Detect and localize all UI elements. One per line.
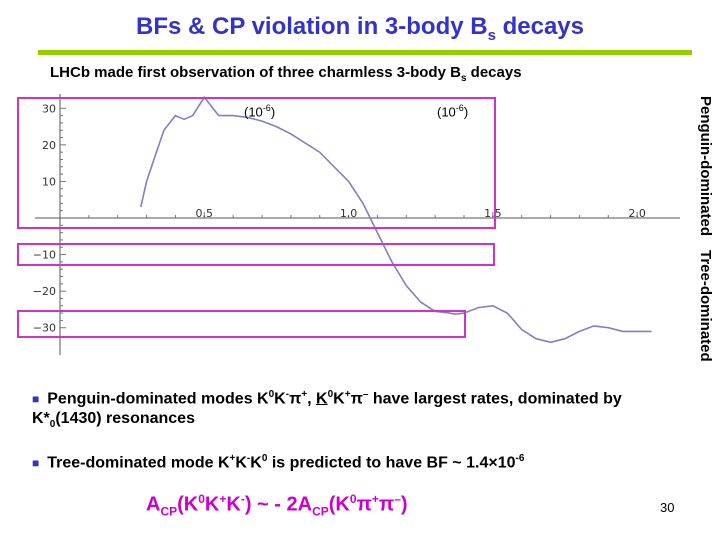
y-tick-label: 20: [42, 138, 56, 152]
y-tick-label: 30: [42, 102, 56, 116]
slide-title: BFs & CP violation in 3-body $B_s$ decays: [135, 13, 584, 44]
y-tick-label: −10: [32, 248, 56, 262]
x-tick-label: 1.0: [339, 207, 358, 220]
acp-dalitz-plot: [0, 90, 720, 380]
side-label-penguin: Penguin-dominated: [697, 96, 714, 236]
acp-relation: $A_{CP}(K^0K^+K^-)$ ~ - $2A_{CP}(K^0\pi^+\pi^-)$: [146, 492, 408, 519]
unit-label-right: $(10^{-6})$: [437, 103, 469, 120]
page-number: 30: [660, 500, 675, 515]
tree-region-box-lower: [18, 311, 465, 337]
unit-label-left: $(10^{-6})$: [244, 103, 276, 120]
bullet-penguin-modes: ■ Penguin-dominated modes $K^0K^-\pi^+$, $K^0K^+\pi^-$ have largest rates, dominated by $K*_0(1430)$ resonances: [32, 389, 622, 431]
title-divider: [38, 50, 692, 55]
x-tick-label: 2.0: [628, 207, 646, 220]
bullet-icon: ■: [32, 456, 40, 471]
bullet-tree-mode: ■ Tree-dominated mode $K^+K^-K^0$ is predicted to have BF ~ $1.4\times 10^{-6}$: [32, 453, 525, 472]
y-tick-label: −30: [32, 321, 56, 335]
tree-region-box-upper: [18, 244, 494, 265]
x-tick-label: 1.5: [484, 207, 502, 220]
series-line: [141, 97, 652, 342]
y-tick-label: −20: [32, 285, 56, 299]
side-label-tree: Tree-dominated: [697, 250, 714, 362]
slide-subtitle: LHCb made first observation of three charmless 3-body $B_s$ decays: [50, 64, 522, 84]
bullet-icon: ■: [32, 392, 40, 407]
y-tick-label: 10: [42, 175, 56, 189]
x-tick-label: 0.5: [195, 207, 214, 220]
